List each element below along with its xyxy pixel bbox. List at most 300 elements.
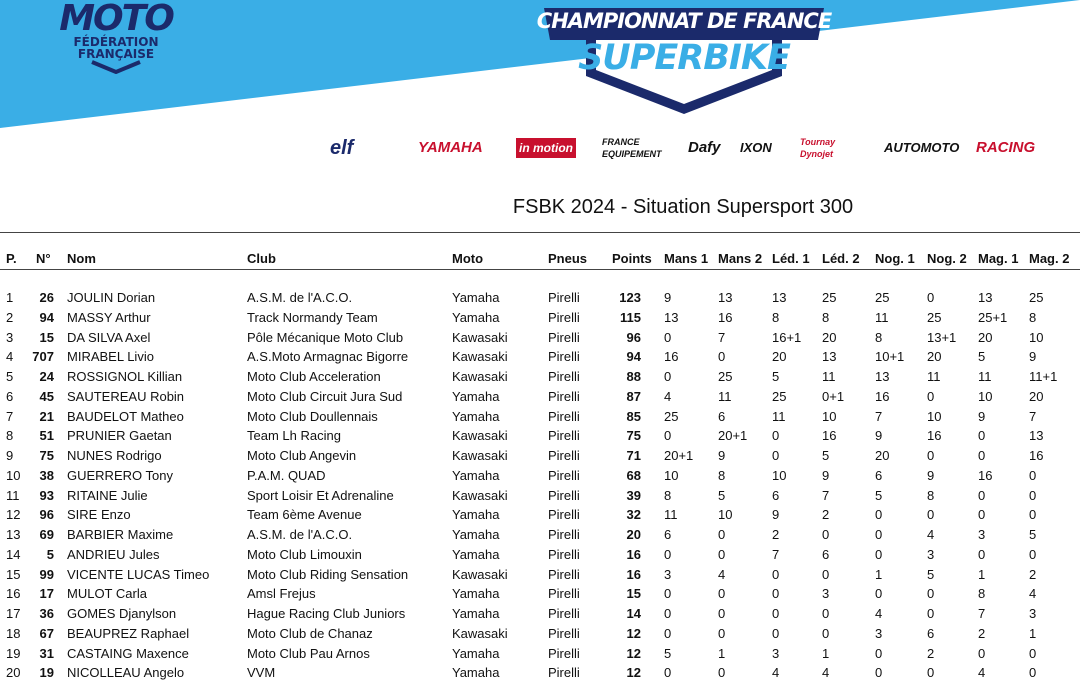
column-header-mans1: Mans 1 — [664, 251, 709, 266]
cell-points: 68 — [626, 467, 641, 483]
cell-number: 99 — [39, 566, 54, 582]
cell-mans1: 13 — [664, 309, 679, 325]
cell-number: 93 — [39, 487, 54, 503]
cell-mans2: 13 — [718, 290, 733, 305]
cell-mans2: 0 — [718, 606, 726, 621]
cell-name: BAUDELOT Matheo — [67, 408, 184, 424]
table-header-rule — [0, 269, 1080, 270]
cell-mans2: 0 — [718, 586, 726, 602]
cell-tyres: Pirelli — [548, 349, 580, 365]
column-header-tyres: Pneus — [548, 251, 588, 266]
cell-tyres: Pirelli — [548, 665, 580, 681]
cell-nog1: 0 — [875, 645, 883, 661]
cell-mag1: 0 — [978, 428, 986, 444]
cell-pos: 9 — [6, 448, 14, 463]
cell-mans2: 7 — [718, 329, 726, 345]
table-row — [0, 446, 1080, 466]
cell-number: 96 — [39, 507, 54, 523]
cell-mag1: 0 — [978, 507, 986, 523]
cell-tyres: Pirelli — [548, 487, 580, 503]
cell-moto: Kawasaki — [452, 349, 508, 365]
table-row — [0, 367, 1080, 387]
cell-mans2: 10 — [718, 507, 733, 523]
cell-mag2: 4 — [1029, 586, 1037, 602]
cell-moto: Kawasaki — [452, 428, 508, 444]
cell-led2: 0 — [822, 606, 830, 621]
cell-mag1: 11 — [978, 369, 992, 384]
cell-mans2: 1 — [718, 645, 726, 661]
table-row — [0, 288, 1080, 308]
cell-mans2: 16 — [718, 309, 733, 325]
cell-moto: Yamaha — [452, 665, 500, 681]
cell-mans2: 8 — [718, 467, 726, 483]
cell-led1: 7 — [772, 546, 780, 562]
cell-mag2: 1 — [1029, 625, 1037, 641]
cell-number: 94 — [39, 309, 54, 325]
cell-pos: 16 — [6, 586, 21, 602]
cell-nog2: 0 — [927, 290, 935, 305]
cell-mag1: 7 — [978, 606, 986, 621]
cell-led2: 2 — [822, 507, 830, 523]
cell-number: 17 — [39, 586, 54, 602]
cell-moto: Yamaha — [452, 467, 500, 483]
cell-led2: 20 — [822, 329, 837, 345]
cell-number: 5 — [46, 546, 54, 562]
cell-nog1: 11 — [875, 309, 889, 325]
cell-mans2: 0 — [718, 349, 726, 365]
table-row — [0, 545, 1080, 565]
cell-tyres: Pirelli — [548, 428, 580, 444]
cell-pos: 19 — [6, 645, 21, 661]
cell-mag2: 13 — [1029, 428, 1044, 444]
cell-mag2: 0 — [1029, 507, 1037, 523]
table-row — [0, 486, 1080, 506]
cell-points: 20 — [626, 527, 641, 542]
cell-nog1: 6 — [875, 467, 883, 483]
cell-number: 26 — [39, 290, 54, 305]
cell-nog2: 10 — [927, 408, 942, 424]
cell-nog2: 2 — [927, 645, 935, 661]
cell-mans1: 5 — [664, 645, 672, 661]
cell-mag2: 5 — [1029, 527, 1037, 542]
cell-club: Team 6ème Avenue — [247, 507, 362, 523]
cell-led1: 13 — [772, 290, 787, 305]
table-row — [0, 466, 1080, 486]
cell-led2: 25 — [822, 290, 837, 305]
table-row — [0, 426, 1080, 446]
cell-pos: 18 — [6, 625, 21, 641]
cell-tyres: Pirelli — [548, 586, 580, 602]
cell-pos: 4 — [6, 349, 14, 365]
cell-points: 16 — [626, 566, 641, 582]
cell-club: A.S.M. de l'A.C.O. — [247, 290, 353, 305]
cell-points: 87 — [626, 388, 641, 404]
cell-nog2: 0 — [927, 606, 935, 621]
cell-led1: 20 — [772, 349, 787, 365]
cell-club: Moto Club Pau Arnos — [247, 645, 370, 661]
cell-number: 21 — [39, 408, 54, 424]
cell-mans2: 0 — [718, 527, 726, 542]
cell-tyres: Pirelli — [548, 566, 580, 582]
cell-nog1: 9 — [875, 428, 883, 444]
cell-mans1: 8 — [664, 487, 672, 503]
cell-number: 707 — [32, 349, 54, 365]
cell-points: 39 — [626, 487, 641, 503]
table-row — [0, 644, 1080, 664]
cell-led1: 0 — [772, 566, 780, 582]
cell-name: GOMES Djanylson — [67, 606, 177, 621]
cell-nog2: 25 — [927, 309, 942, 325]
cell-name: SIRE Enzo — [67, 507, 131, 523]
table-row — [0, 584, 1080, 604]
cell-club: Moto Club Limouxin — [247, 546, 362, 562]
moto-logo-line2: FRANÇAISE — [77, 47, 155, 61]
cell-mans1: 0 — [664, 329, 672, 345]
cell-name: MIRABEL Livio — [67, 349, 154, 365]
table-row — [0, 604, 1080, 624]
cell-nog1: 10+1 — [875, 349, 905, 365]
cell-led1: 6 — [772, 487, 780, 503]
cell-led1: 16+1 — [772, 329, 802, 345]
sponsor-logo-inmotion: in motion — [516, 138, 576, 158]
cell-club: Amsl Frejus — [247, 586, 316, 602]
cell-name: JOULIN Dorian — [67, 290, 156, 305]
cell-moto: Yamaha — [452, 645, 500, 661]
cell-pos: 8 — [6, 428, 14, 444]
table-row — [0, 387, 1080, 407]
sponsor-logo-france-equipement: FRANCE EQUIPEMENT — [602, 137, 662, 159]
cell-name: BEAUPREZ Raphael — [67, 625, 190, 641]
cell-number: 67 — [39, 625, 54, 641]
cell-led1: 3 — [772, 645, 780, 661]
cell-name: MASSY Arthur — [67, 309, 151, 325]
cell-name: GUERRERO Tony — [67, 467, 173, 483]
cell-tyres: Pirelli — [548, 625, 580, 641]
cell-led1: 10 — [772, 467, 787, 483]
cell-pos: 10 — [6, 467, 21, 483]
cell-points: 85 — [626, 408, 641, 424]
cell-club: Hague Racing Club Juniors — [247, 606, 406, 621]
cell-mag1: 0 — [978, 645, 986, 661]
cell-mag2: 10 — [1029, 329, 1044, 345]
cell-number: 24 — [39, 369, 54, 384]
cell-mans2: 0 — [718, 665, 726, 681]
cell-name: CASTAING Maxence — [67, 645, 189, 661]
cell-pos: 11 — [6, 487, 20, 503]
cell-mag1: 16 — [978, 467, 993, 483]
cell-nog2: 9 — [927, 467, 935, 483]
cell-mag2: 0 — [1029, 665, 1037, 681]
table-row — [0, 347, 1080, 367]
cell-mag2: 0 — [1029, 467, 1037, 483]
cell-led2: 4 — [822, 665, 830, 681]
cell-points: 75 — [626, 428, 641, 444]
cell-mag2: 8 — [1029, 309, 1037, 325]
table-row — [0, 328, 1080, 348]
cell-name: ANDRIEU Jules — [67, 546, 160, 562]
cell-led2: 9 — [822, 467, 830, 483]
cell-nog1: 0 — [875, 665, 883, 681]
cell-points: 16 — [626, 546, 641, 562]
cell-mag2: 7 — [1029, 408, 1037, 424]
cell-club: Pôle Mécanique Moto Club — [247, 329, 404, 345]
cell-tyres: Pirelli — [548, 546, 580, 562]
cell-tyres: Pirelli — [548, 507, 580, 523]
cell-nog1: 13 — [875, 369, 890, 384]
cell-mag1: 0 — [978, 546, 986, 562]
cell-nog2: 13+1 — [927, 329, 957, 345]
cell-mans2: 4 — [718, 566, 726, 582]
cell-mans1: 16 — [664, 349, 679, 365]
championship-logo — [536, 6, 832, 118]
cell-mag1: 8 — [978, 586, 986, 602]
sponsor-logo-automoto: AUTOMOTO — [884, 140, 960, 155]
cell-points: 71 — [626, 448, 641, 463]
sponsor-logo-yamaha: YAMAHA — [418, 139, 483, 156]
cell-moto: Kawasaki — [452, 566, 508, 582]
championship-line2: SUPERBIKE — [578, 38, 790, 78]
cell-mag2: 25 — [1029, 290, 1044, 305]
cell-points: 12 — [626, 665, 641, 681]
cell-tyres: Pirelli — [548, 606, 580, 621]
cell-nog1: 0 — [875, 527, 883, 542]
cell-mag1: 13 — [978, 290, 993, 305]
cell-name: ROSSIGNOL Killian — [67, 369, 183, 384]
cell-mans1: 3 — [664, 566, 672, 582]
cell-number: 31 — [39, 645, 54, 661]
cell-number: 36 — [39, 606, 54, 621]
cell-points: 14 — [626, 606, 641, 621]
cell-mans2: 5 — [718, 487, 726, 503]
cell-pos: 7 — [6, 408, 14, 424]
sponsor-logo-racing: RACING — [976, 139, 1036, 156]
cell-nog2: 0 — [927, 448, 935, 463]
championship-line1: CHAMPIONNAT DE FRANCE — [536, 9, 832, 33]
cell-mans1: 4 — [664, 388, 672, 404]
cell-pos: 17 — [6, 606, 21, 621]
cell-led1: 9 — [772, 507, 780, 523]
cell-led2: 11 — [822, 369, 836, 384]
cell-mag1: 0 — [978, 448, 986, 463]
cell-club: A.S.Moto Armagnac Bigorre — [247, 349, 409, 365]
cell-mag2: 16 — [1029, 448, 1044, 463]
cell-mans1: 0 — [664, 586, 672, 602]
cell-moto: Yamaha — [452, 309, 500, 325]
cell-led2: 10 — [822, 408, 837, 424]
cell-mans2: 0 — [718, 546, 726, 562]
cell-mans2: 11 — [718, 388, 732, 404]
cell-mag2: 3 — [1029, 606, 1037, 621]
cell-mans1: 0 — [664, 606, 672, 621]
cell-mag1: 0 — [978, 487, 986, 503]
column-header-mag2: Mag. 2 — [1029, 251, 1070, 266]
cell-led1: 0 — [772, 428, 780, 444]
cell-tyres: Pirelli — [548, 290, 580, 305]
cell-tyres: Pirelli — [548, 448, 580, 463]
cell-led1: 5 — [772, 369, 780, 384]
cell-mag1: 4 — [978, 665, 986, 681]
cell-led2: 0 — [822, 625, 830, 641]
cell-nog1: 0 — [875, 507, 883, 523]
column-header-led2: Léd. 2 — [822, 251, 860, 266]
cell-points: 32 — [626, 507, 641, 523]
cell-nog2: 11 — [927, 369, 941, 384]
cell-led2: 8 — [822, 309, 830, 325]
cell-mag2: 9 — [1029, 349, 1037, 365]
sponsor-logo-dafy: Dafy — [688, 139, 721, 156]
cell-name: NUNES Rodrigo — [67, 448, 162, 463]
cell-mans2: 9 — [718, 448, 726, 463]
cell-moto: Yamaha — [452, 408, 500, 424]
table-top-rule — [0, 232, 1080, 233]
cell-nog2: 5 — [927, 566, 935, 582]
cell-club: Moto Club Angevin — [247, 448, 357, 463]
cell-number: 75 — [39, 448, 54, 463]
cell-mag1: 20 — [978, 329, 993, 345]
cell-nog2: 16 — [927, 428, 942, 444]
cell-pos: 2 — [6, 309, 14, 325]
cell-moto: Kawasaki — [452, 369, 508, 384]
cell-nog1: 0 — [875, 586, 883, 602]
column-header-name: Nom — [67, 251, 96, 266]
cell-mans1: 0 — [664, 665, 672, 681]
cell-name: DA SILVA Axel — [67, 329, 151, 345]
cell-pos: 3 — [6, 329, 14, 345]
cell-pos: 20 — [6, 665, 21, 681]
moto-logo-word: MOTO — [59, 0, 173, 39]
cell-number: 51 — [39, 428, 54, 444]
cell-nog2: 0 — [927, 388, 935, 404]
cell-points: 94 — [626, 349, 641, 365]
cell-mans1: 0 — [664, 369, 672, 384]
cell-club: Moto Club Circuit Jura Sud — [247, 388, 403, 404]
table-row — [0, 505, 1080, 525]
cell-mans1: 0 — [664, 625, 672, 641]
table-row — [0, 525, 1080, 545]
cell-led2: 7 — [822, 487, 830, 503]
cell-pos: 5 — [6, 369, 14, 384]
cell-nog1: 4 — [875, 606, 883, 621]
cell-nog1: 8 — [875, 329, 883, 345]
cell-tyres: Pirelli — [548, 467, 580, 483]
column-header-led1: Léd. 1 — [772, 251, 810, 266]
cell-points: 12 — [626, 645, 641, 661]
cell-mans1: 25 — [664, 408, 679, 424]
cell-led2: 13 — [822, 349, 837, 365]
cell-points: 12 — [626, 625, 641, 641]
document-title: FSBK 2024 - Situation Supersport 300 — [512, 196, 854, 218]
cell-mag2: 11+1 — [1029, 369, 1058, 384]
column-header-nog1: Nog. 1 — [875, 251, 915, 266]
cell-led2: 16 — [822, 428, 837, 444]
cell-tyres: Pirelli — [548, 329, 580, 345]
cell-name: VICENTE LUCAS Timeo — [67, 566, 210, 582]
cell-club: Track Normandy Team — [247, 309, 378, 325]
cell-led2: 6 — [822, 546, 830, 562]
cell-nog2: 8 — [927, 487, 935, 503]
cell-points: 115 — [620, 309, 641, 325]
cell-points: 88 — [626, 369, 641, 384]
cell-nog1: 1 — [875, 566, 883, 582]
cell-led2: 0+1 — [822, 388, 845, 404]
column-header-mans2: Mans 2 — [718, 251, 763, 266]
cell-points: 15 — [626, 586, 641, 602]
moto-logo-chevron-icon — [86, 60, 146, 74]
cell-mag2: 0 — [1029, 546, 1037, 562]
cell-tyres: Pirelli — [548, 369, 580, 384]
cell-moto: Kawasaki — [452, 329, 508, 345]
cell-moto: Yamaha — [452, 290, 500, 305]
cell-mag1: 5 — [978, 349, 986, 365]
cell-led2: 0 — [822, 566, 830, 582]
cell-number: 15 — [39, 329, 54, 345]
cell-nog2: 20 — [927, 349, 942, 365]
cell-moto: Yamaha — [452, 586, 500, 602]
cell-mans1: 0 — [664, 546, 672, 562]
cell-mans1: 11 — [664, 507, 678, 523]
cell-club: Sport Loisir Et Adrenaline — [247, 487, 394, 503]
cell-led1: 0 — [772, 625, 780, 641]
cell-mans1: 20+1 — [664, 448, 694, 463]
cell-moto: Kawasaki — [452, 625, 508, 641]
cell-name: PRUNIER Gaetan — [67, 428, 172, 444]
cell-moto: Yamaha — [452, 507, 500, 523]
table-row — [0, 663, 1080, 683]
cell-mans1: 6 — [664, 527, 672, 542]
cell-nog1: 3 — [875, 625, 883, 641]
cell-led1: 11 — [772, 408, 786, 424]
sponsor-strip — [330, 134, 1040, 162]
cell-club: A.S.M. de l'A.C.O. — [247, 527, 353, 542]
cell-tyres: Pirelli — [548, 408, 580, 424]
cell-nog1: 5 — [875, 487, 883, 503]
table-row — [0, 624, 1080, 644]
column-header-number: N° — [36, 251, 51, 266]
cell-name: NICOLLEAU Angelo — [67, 665, 185, 681]
cell-nog1: 25 — [875, 290, 890, 305]
cell-number: 38 — [39, 467, 54, 483]
cell-nog2: 0 — [927, 586, 935, 602]
cell-number: 69 — [39, 527, 54, 542]
cell-nog1: 7 — [875, 408, 883, 424]
cell-moto: Yamaha — [452, 606, 500, 621]
cell-club: Moto Club Riding Sensation — [247, 566, 409, 582]
cell-moto: Yamaha — [452, 546, 500, 562]
cell-pos: 15 — [6, 566, 21, 582]
cell-led1: 0 — [772, 606, 780, 621]
column-header-pos: P. — [6, 251, 17, 266]
cell-club: Moto Club Acceleration — [247, 369, 381, 384]
cell-name: RITAINE Julie — [67, 487, 148, 503]
cell-pos: 12 — [6, 507, 21, 523]
table-row — [0, 407, 1080, 427]
cell-club: Moto Club Doullennais — [247, 408, 378, 424]
cell-nog1: 20 — [875, 448, 890, 463]
cell-nog1: 16 — [875, 388, 890, 404]
cell-mag1: 9 — [978, 408, 986, 424]
cell-mag2: 0 — [1029, 487, 1037, 503]
column-header-moto: Moto — [452, 251, 484, 266]
cell-mag1: 3 — [978, 527, 986, 542]
cell-name: BARBIER Maxime — [67, 527, 174, 542]
column-header-club: Club — [247, 251, 276, 266]
column-header-nog2: Nog. 2 — [927, 251, 967, 266]
cell-club: P.A.M. QUAD — [247, 467, 326, 483]
cell-pos: 14 — [6, 546, 21, 562]
cell-moto: Yamaha — [452, 527, 500, 542]
cell-nog2: 3 — [927, 546, 935, 562]
cell-moto: Kawasaki — [452, 487, 508, 503]
